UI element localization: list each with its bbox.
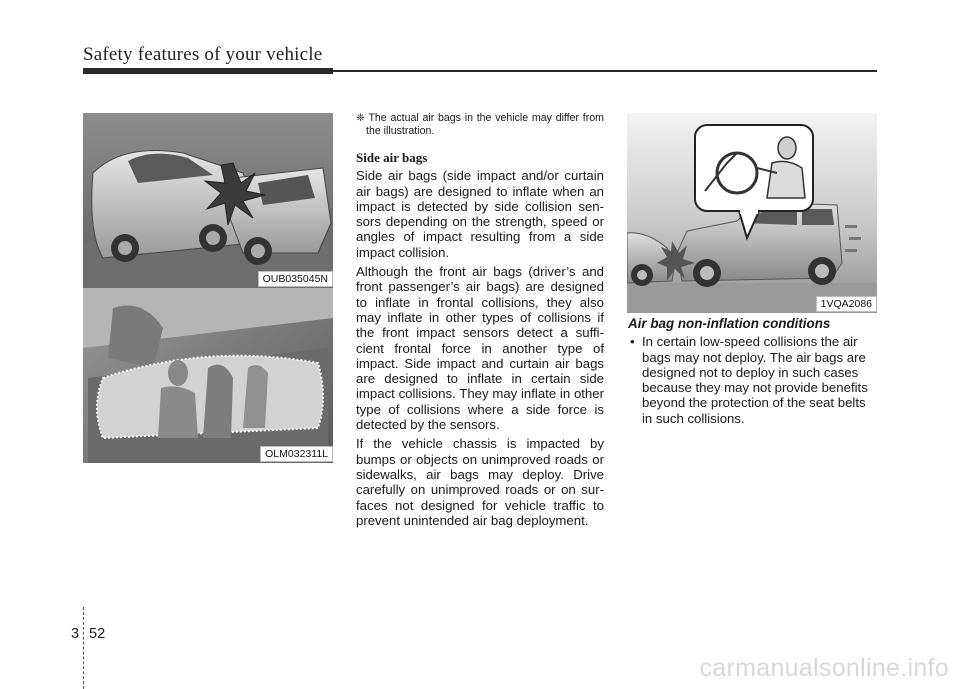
middle-text-column: [356, 112, 604, 532]
curtain-airbag-illustration: [83, 288, 333, 463]
subsection-title: Air bag non-inflation conditions: [628, 316, 831, 331]
paragraph: If the vehicle chassis is impacted by bumps or objects on unimproved roads or sidewalks, air bags may deploy. Drive carefully on unimproved roads or on sur-faces not designed for vehicle traffic to prevent unintended air bag deployment.: [356, 436, 604, 528]
bullet-item: • In certain low-speed collisions the air bags may not deploy. The air bags are designed not to deploy in such cases because they may not provide benefits beyond the protection of the seat belts in such collisions.: [628, 334, 878, 426]
watermark-text: carmanualsonline.info: [699, 654, 949, 682]
paragraph: Although the front air bags (driver’s and front passenger’s air bags) are designed to inflate in frontal collisions, they also may inflate in other types of collisions if the front impact sensors detect a suffi-cient frontal force in another type of impact. Side impact and curtain air bags are designed to inflate in certain side impact collisions. They may inflate in other type of collisions where a side force is detected by the sensors.: [356, 264, 604, 433]
figure-code-label: 1VQA2086: [816, 296, 877, 312]
figure-code-label: OUB035045N: [258, 271, 333, 287]
footer-divider: [83, 607, 85, 689]
right-text-column: [628, 316, 878, 426]
page-number: 52: [89, 626, 106, 642]
paragraph: Side air bags (side impact and/or curtain air bags) are designed to inflate when an impact is detected by side collision sen-sors depending on the strength, speed or angles of impact resulting from a side impact collision.: [356, 168, 604, 260]
header-rule-thick: [83, 68, 333, 74]
figure-code-label: OLM032311L: [260, 446, 333, 462]
chapter-number: 3: [71, 626, 80, 642]
side-collision-illustration: [83, 113, 333, 288]
section-title: Side air bags: [356, 150, 428, 165]
header-rule-thin: [333, 70, 877, 72]
illustration-note: ❈ The actual air bags in the vehicle may differ from the illustration.: [356, 112, 604, 137]
frontal-collision-illustration: [627, 113, 877, 313]
page-header-title: Safety features of your vehicle: [83, 44, 323, 65]
